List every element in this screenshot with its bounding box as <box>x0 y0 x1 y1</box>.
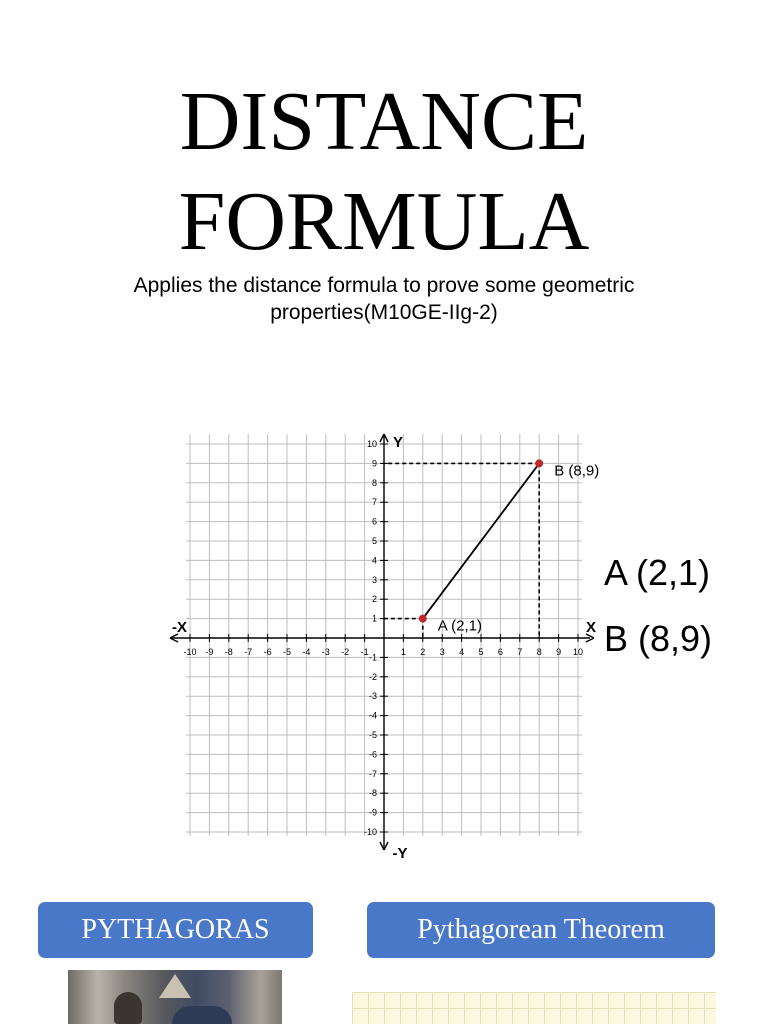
y-axis-neg-label: -Y <box>392 845 408 862</box>
y-tick-label: -3 <box>368 691 377 702</box>
subtitle <box>84 272 684 326</box>
x-tick-label: 2 <box>420 647 426 657</box>
subtitle-line-1: Applies the distance formula to prove some geometric <box>133 274 635 297</box>
x-axis-neg-label: -X <box>172 619 187 636</box>
x-tick-label: -10 <box>183 647 197 657</box>
y-tick-label: -6 <box>368 749 377 760</box>
pythagorean-theorem-button[interactable]: Pythagorean Theorem <box>367 902 715 958</box>
x-tick-label: -3 <box>321 647 330 657</box>
y-tick-label: -10 <box>363 827 377 837</box>
graph-paper-image <box>352 992 716 1024</box>
y-tick-label: -8 <box>368 788 377 799</box>
figure-robe <box>172 1006 232 1024</box>
y-tick-label: 8 <box>371 477 377 488</box>
x-tick-label: -2 <box>341 647 350 657</box>
y-tick-label: 10 <box>366 439 377 449</box>
x-tick-label: -7 <box>244 647 253 657</box>
coordinate-plane <box>160 428 600 868</box>
x-tick-label: 5 <box>478 647 484 657</box>
point-a-marker <box>419 615 427 623</box>
x-tick-label: -9 <box>205 647 214 657</box>
x-tick-label: -6 <box>263 647 272 657</box>
point-b-label: B (8,9) <box>604 618 713 659</box>
y-tick-label: -7 <box>368 768 377 779</box>
pythagoras-painting <box>68 970 282 1024</box>
y-tick-label: 7 <box>371 497 377 508</box>
point-b-marker <box>535 459 543 467</box>
x-tick-label: 3 <box>439 647 445 657</box>
point-a-label: A (2,1) <box>604 552 711 593</box>
point-b-chart-label: B (8,9) <box>554 462 600 480</box>
y-tick-label: -5 <box>368 730 377 740</box>
y-tick-label: -1 <box>368 652 377 663</box>
x-tick-label: 7 <box>517 647 523 657</box>
x-tick-label: 1 <box>400 647 406 657</box>
y-tick-label: 2 <box>371 594 377 605</box>
x-tick-label: 8 <box>536 647 542 657</box>
x-axis-label: X <box>585 619 597 636</box>
x-tick-label: 4 <box>459 647 465 657</box>
x-tick-label: -8 <box>224 647 233 657</box>
pythagoras-button[interactable]: PYTHAGORAS <box>38 902 313 958</box>
y-tick-label: 4 <box>371 555 377 566</box>
x-tick-label: 6 <box>497 647 503 657</box>
y-tick-label: -9 <box>368 807 377 818</box>
x-tick-label: -5 <box>282 647 292 657</box>
x-tick-label: 9 <box>556 647 562 657</box>
y-tick-label: 3 <box>371 574 377 585</box>
y-tick-label: 9 <box>371 458 377 469</box>
y-tick-label: -4 <box>368 710 377 721</box>
triangle-symbol <box>159 974 191 998</box>
y-tick-label: 5 <box>371 536 377 546</box>
figure-head <box>114 992 142 1024</box>
y-tick-label: 1 <box>371 613 377 624</box>
title-line-1: DISTANCE <box>179 75 589 168</box>
point-a-chart-label: A (2,1) <box>437 617 482 635</box>
y-axis-label: Y <box>392 434 404 451</box>
y-tick-label: 6 <box>371 516 377 527</box>
title-line-2: FORMULA <box>178 175 590 268</box>
x-tick-label: -1 <box>360 647 369 657</box>
y-tick-label: -2 <box>368 671 377 682</box>
x-tick-label: 10 <box>572 647 584 657</box>
subtitle-line-2: properties(M10GE-IIg-2) <box>270 301 498 324</box>
x-tick-label: -4 <box>302 647 311 657</box>
